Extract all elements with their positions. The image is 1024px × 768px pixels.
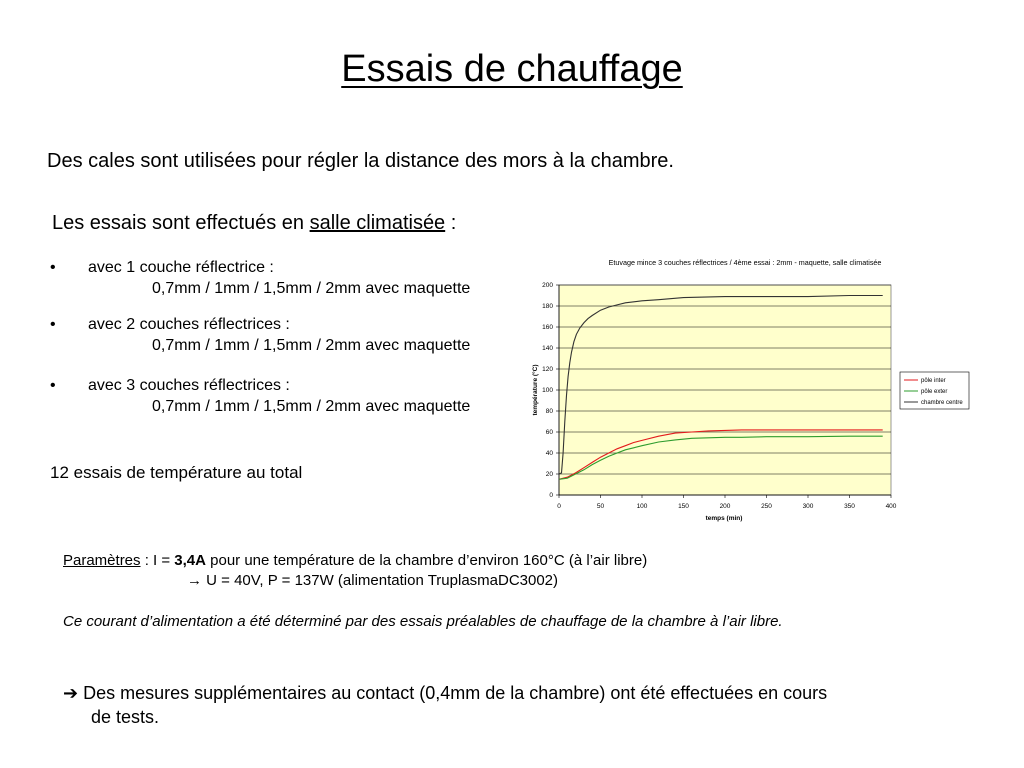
y-tick-label: 40 [545,450,553,457]
parameters-colon: : I = [140,552,175,569]
y-tick-label: 0 [549,492,553,499]
chart-legend [900,372,969,409]
tests-lead-prefix: Les essais sont effectués en [52,212,310,234]
bullet-dot: • [50,259,56,276]
x-tick-label: 250 [761,503,772,510]
total-text: 12 essais de température au total [50,463,303,482]
x-tick-label: 50 [596,503,605,510]
legend-label: chambre centre [921,400,963,407]
more-text-1: Des mesures supplémentaires au contact (0,4mm de la chambre) ont été effectuées en cours [78,683,828,703]
intro-text: Des cales sont utilisées pour régler la distance des mors à la chambre. [47,150,674,172]
y-tick-label: 20 [545,471,553,478]
more-line-2: de tests. [91,707,160,727]
parameters-line [63,551,647,571]
more-block [63,681,933,729]
y-tick-label: 100 [542,387,553,394]
x-tick-label: 400 [885,503,897,510]
tests-lead-suffix: : [445,212,457,234]
x-tick-label: 0 [557,503,561,510]
parameters-rest: pour une température de la chambre d’environ 160°C (à l’air libre) [205,552,648,569]
temperature-chart [525,255,975,527]
chart-title: Etuvage mince 3 couches réflectrices / 4ème essai : 2mm - maquette, salle climatisée [608,258,882,267]
y-tick-label: 140 [542,345,553,352]
parameters-current: 3,4A [174,552,206,569]
y-tick-label: 60 [545,429,553,436]
x-tick-label: 150 [678,503,689,510]
y-tick-label: 80 [545,408,553,415]
parameters-label: Paramètres [63,552,141,569]
bullet-detail: 0,7mm / 1mm / 1,5mm / 2mm avec maquette [152,337,471,354]
y-tick-label: 200 [542,282,553,289]
bullet-label: avec 3 couches réflectrices : [88,377,290,394]
tests-lead [52,212,456,235]
right-arrow-icon: ➔ [63,683,79,703]
x-tick-label: 300 [802,503,814,510]
x-tick-label: 200 [719,503,731,510]
x-tick-label: 100 [636,503,648,510]
parameters-arrow-line: → U = 40V, P = 137W (alimentation TruplasmaDC3002) [187,572,559,589]
bullet-dot: • [50,377,56,394]
bullet-label: avec 1 couche réflectrice : [88,259,274,276]
note-text: Ce courant d’alimentation a été déterminé par des essais préalables de chauffage de la chambre à l’air libre. [63,613,783,630]
bullet-detail: 0,7mm / 1mm / 1,5mm / 2mm avec maquette [152,280,471,297]
x-axis-label: temps (min) [705,515,743,522]
x-axis [557,495,897,510]
legend-label: pôle inter [921,378,946,385]
bullet-label: avec 2 couches réflectrices : [88,316,290,333]
slide-title: Essais de chauffage [341,48,683,90]
y-axis-label: température (°C) [532,364,539,416]
x-tick-label: 350 [844,503,855,510]
tests-lead-emphasis: salle climatisée [309,212,446,234]
bullet-detail: 0,7mm / 1mm / 1,5mm / 2mm avec maquette [152,398,471,415]
y-tick-label: 160 [542,324,553,331]
parameters-block [63,551,647,591]
bullet-dot: • [50,316,56,333]
more-line-1 [63,681,933,705]
legend-label: pôle exter [921,389,948,396]
y-tick-label: 120 [542,366,553,373]
y-axis [542,282,559,499]
y-tick-label: 180 [542,303,553,310]
